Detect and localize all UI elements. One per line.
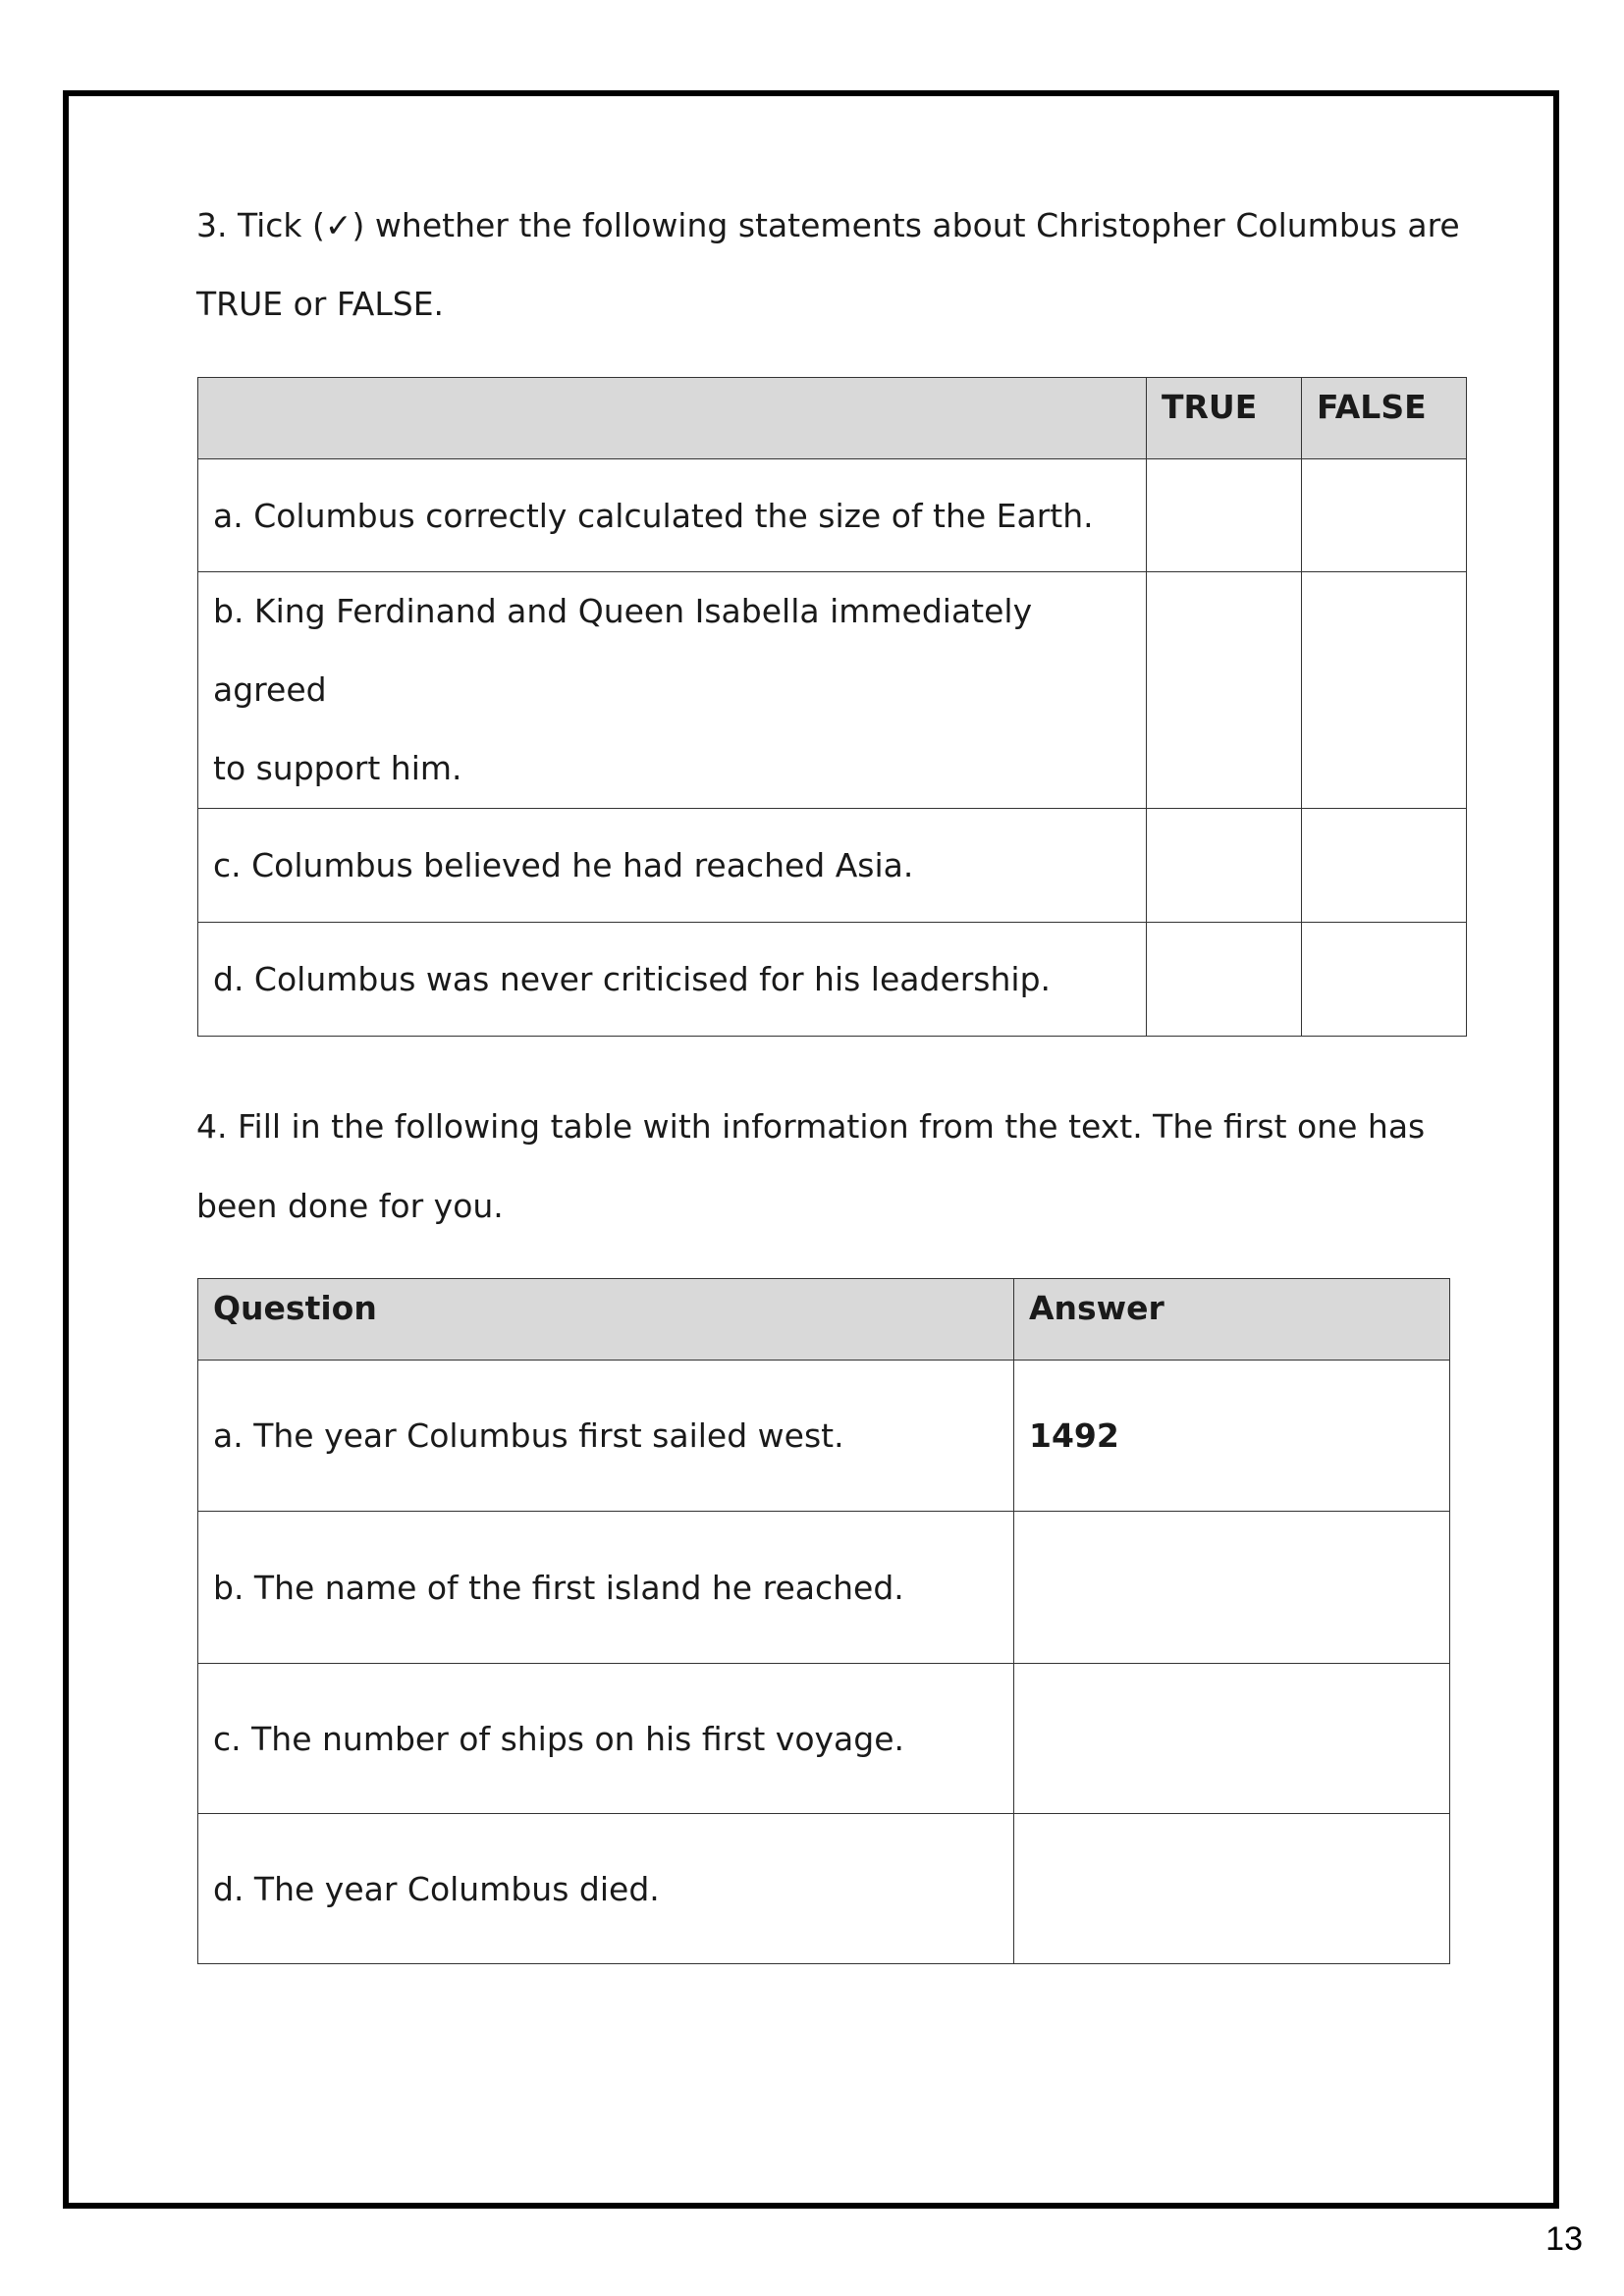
- q3-true-cell-c[interactable]: [1147, 809, 1302, 923]
- statement-text: d. Columbus was never criticised for his leadership.: [213, 960, 1052, 998]
- table-row: [198, 572, 1467, 809]
- q4-question-c: c. The number of ships on his first voyage.: [198, 1664, 1014, 1814]
- q3-header-statement: [198, 378, 1147, 459]
- table-row: [198, 1361, 1450, 1512]
- table-row: [198, 1512, 1450, 1664]
- q3-true-cell-b[interactable]: [1147, 572, 1302, 809]
- q4-header-question: Question: [198, 1279, 1014, 1361]
- q4-answer-a: 1492: [1014, 1361, 1450, 1512]
- q4-header-answer: Answer: [1014, 1279, 1450, 1361]
- statement-text-line2: to support him.: [213, 749, 462, 787]
- statement-text-line1: b. King Ferdinand and Queen Isabella immediately agreed: [213, 592, 1033, 709]
- q3-header-false: FALSE: [1302, 378, 1467, 459]
- q4-answer-b[interactable]: [1014, 1512, 1450, 1664]
- q3-true-cell-d[interactable]: [1147, 923, 1302, 1037]
- statement-text: a. Columbus correctly calculated the size of the Earth.: [213, 496, 1094, 535]
- q3-true-false-table: [197, 377, 1467, 1037]
- q4-information-table: [197, 1278, 1450, 1964]
- table-row: [198, 923, 1467, 1037]
- q4-question-d: d. The year Columbus died.: [198, 1814, 1014, 1964]
- table-row: [198, 1814, 1450, 1964]
- q3-false-cell-a[interactable]: [1302, 459, 1467, 572]
- q3-prompt-line1: 3. Tick (✓) whether the following statements about Christopher Columbus are: [196, 206, 1460, 244]
- statement-text: c. Columbus believed he had reached Asia.: [213, 846, 914, 884]
- q4-answer-d[interactable]: [1014, 1814, 1450, 1964]
- table-row: [198, 459, 1467, 572]
- q4-header-row: [198, 1279, 1450, 1361]
- q3-statement-a: [198, 459, 1147, 572]
- q3-true-cell-a[interactable]: [1147, 459, 1302, 572]
- q4-prompt-line1: 4. Fill in the following table with information from the text. The first one has: [196, 1107, 1426, 1146]
- q3-statement-b: [198, 572, 1147, 809]
- table-row: [198, 809, 1467, 923]
- q3-statement-c: [198, 809, 1147, 923]
- q4-question-a: a. The year Columbus first sailed west.: [198, 1361, 1014, 1512]
- q3-header-row: [198, 378, 1467, 459]
- q3-false-cell-c[interactable]: [1302, 809, 1467, 923]
- q3-header-true: TRUE: [1147, 378, 1302, 459]
- q3-false-cell-d[interactable]: [1302, 923, 1467, 1037]
- table-row: [198, 1664, 1450, 1814]
- q4-question-b: b. The name of the first island he reached.: [198, 1512, 1014, 1664]
- q4-prompt-line2: been done for you.: [196, 1187, 504, 1225]
- page-number: 13: [1545, 2220, 1583, 2258]
- q3-statement-d: [198, 923, 1147, 1037]
- q4-answer-c[interactable]: [1014, 1664, 1450, 1814]
- q3-false-cell-b[interactable]: [1302, 572, 1467, 809]
- q3-prompt-line2: TRUE or FALSE.: [196, 285, 445, 323]
